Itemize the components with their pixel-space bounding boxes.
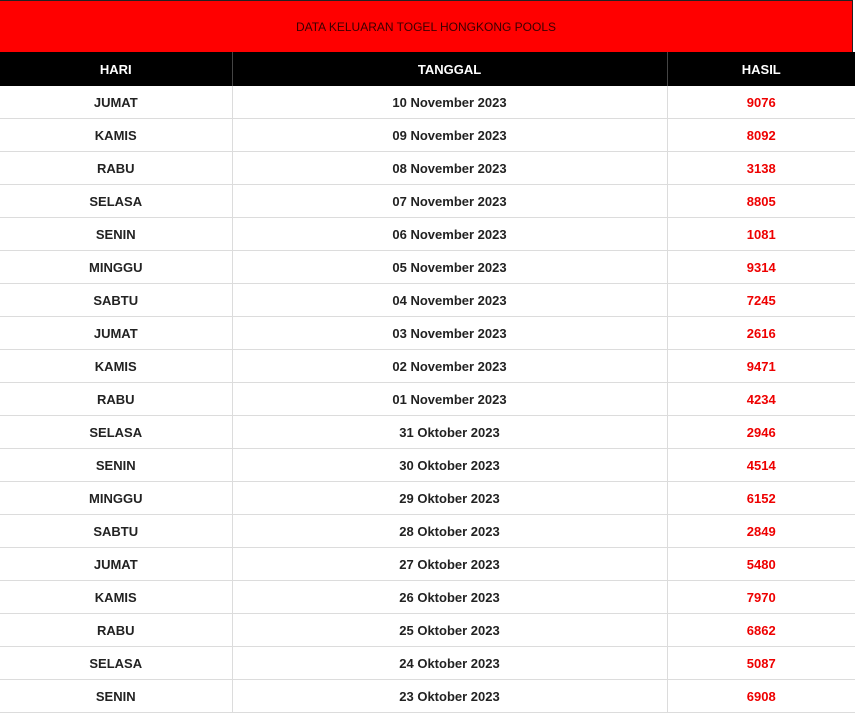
cell-tanggal: 30 Oktober 2023 — [232, 449, 667, 482]
cell-hari: RABU — [0, 152, 232, 185]
cell-hasil: 7970 — [667, 581, 855, 614]
cell-hasil: 5087 — [667, 647, 855, 680]
cell-hasil: 9471 — [667, 350, 855, 383]
table-row — [0, 251, 855, 284]
title-bar — [0, 0, 853, 52]
cell-hari: SENIN — [0, 449, 232, 482]
cell-hasil: 9076 — [667, 86, 855, 119]
table-row — [0, 680, 855, 713]
cell-tanggal: 09 November 2023 — [232, 119, 667, 152]
table-row — [0, 449, 855, 482]
cell-hari: SABTU — [0, 515, 232, 548]
table-row — [0, 647, 855, 680]
table-row — [0, 86, 855, 119]
table-row — [0, 152, 855, 185]
cell-tanggal: 27 Oktober 2023 — [232, 548, 667, 581]
cell-tanggal: 04 November 2023 — [232, 284, 667, 317]
table-row — [0, 581, 855, 614]
cell-hari: SENIN — [0, 218, 232, 251]
cell-hari: SABTU — [0, 284, 232, 317]
cell-tanggal: 02 November 2023 — [232, 350, 667, 383]
table-row — [0, 317, 855, 350]
cell-hasil: 4514 — [667, 449, 855, 482]
table-row — [0, 218, 855, 251]
cell-hasil: 9314 — [667, 251, 855, 284]
cell-tanggal: 07 November 2023 — [232, 185, 667, 218]
cell-hari: SENIN — [0, 680, 232, 713]
cell-hasil: 2946 — [667, 416, 855, 449]
cell-hari: JUMAT — [0, 548, 232, 581]
cell-tanggal: 31 Oktober 2023 — [232, 416, 667, 449]
cell-hasil: 1081 — [667, 218, 855, 251]
table-row — [0, 515, 855, 548]
cell-hasil: 5480 — [667, 548, 855, 581]
table-row — [0, 548, 855, 581]
cell-hasil: 6908 — [667, 680, 855, 713]
column-header-tanggal: TANGGAL — [232, 52, 667, 86]
cell-hari: KAMIS — [0, 119, 232, 152]
cell-hasil: 3138 — [667, 152, 855, 185]
cell-hari: KAMIS — [0, 350, 232, 383]
cell-tanggal: 25 Oktober 2023 — [232, 614, 667, 647]
cell-hari: RABU — [0, 383, 232, 416]
table-body — [0, 86, 855, 713]
cell-tanggal: 10 November 2023 — [232, 86, 667, 119]
cell-hasil: 4234 — [667, 383, 855, 416]
table-row — [0, 119, 855, 152]
table-row — [0, 350, 855, 383]
table-header-row — [0, 52, 855, 86]
cell-hari: JUMAT — [0, 317, 232, 350]
table-row — [0, 383, 855, 416]
table-row — [0, 614, 855, 647]
column-header-hasil: HASIL — [667, 52, 855, 86]
page-title: DATA KELUARAN TOGEL HONGKONG POOLS — [295, 19, 557, 34]
table-row — [0, 185, 855, 218]
cell-hari: MINGGU — [0, 482, 232, 515]
cell-tanggal: 23 Oktober 2023 — [232, 680, 667, 713]
cell-hari: MINGGU — [0, 251, 232, 284]
cell-hasil: 8805 — [667, 185, 855, 218]
cell-hasil: 7245 — [667, 284, 855, 317]
table-row — [0, 284, 855, 317]
table-row — [0, 482, 855, 515]
cell-hari: KAMIS — [0, 581, 232, 614]
cell-tanggal: 08 November 2023 — [232, 152, 667, 185]
cell-hari: SELASA — [0, 647, 232, 680]
cell-tanggal: 01 November 2023 — [232, 383, 667, 416]
column-header-hari: HARI — [0, 52, 232, 86]
table-row — [0, 416, 855, 449]
cell-hasil: 2616 — [667, 317, 855, 350]
cell-tanggal: 06 November 2023 — [232, 218, 667, 251]
cell-hasil: 6152 — [667, 482, 855, 515]
cell-tanggal: 26 Oktober 2023 — [232, 581, 667, 614]
cell-hasil: 2849 — [667, 515, 855, 548]
cell-hari: SELASA — [0, 185, 232, 218]
cell-tanggal: 29 Oktober 2023 — [232, 482, 667, 515]
cell-tanggal: 28 Oktober 2023 — [232, 515, 667, 548]
cell-hari: SELASA — [0, 416, 232, 449]
cell-tanggal: 24 Oktober 2023 — [232, 647, 667, 680]
cell-tanggal: 03 November 2023 — [232, 317, 667, 350]
cell-hasil: 8092 — [667, 119, 855, 152]
cell-hari: JUMAT — [0, 86, 232, 119]
cell-tanggal: 05 November 2023 — [232, 251, 667, 284]
results-table — [0, 52, 855, 713]
cell-hari: RABU — [0, 614, 232, 647]
cell-hasil: 6862 — [667, 614, 855, 647]
